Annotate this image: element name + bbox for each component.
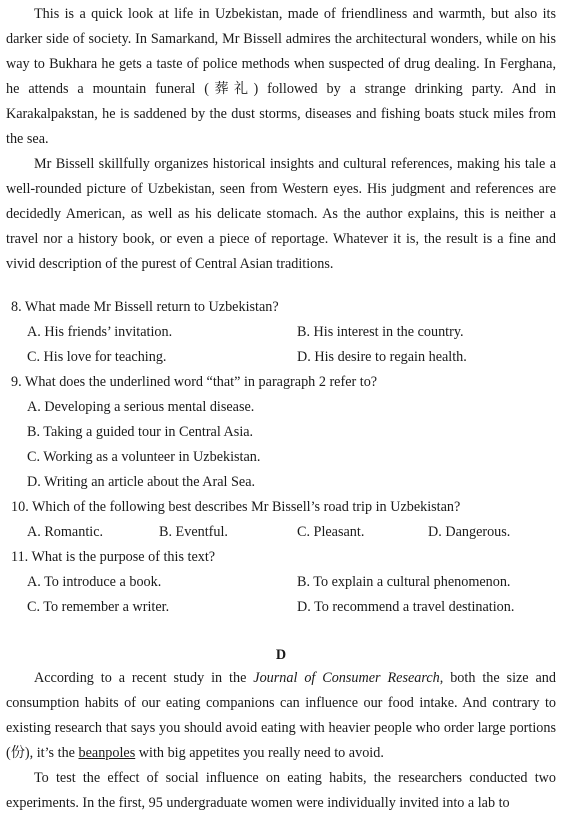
passage-d-paragraph-1 [6, 666, 556, 766]
paragraph-text: According to a recent study in the [34, 670, 254, 686]
question-8-stem: 8. What made Mr Bissell return to Uzbekistan? [11, 299, 279, 315]
passage-d-heading: D [275, 647, 287, 663]
question-10-stem: 10. Which of the following best describes Mr Bissell’s road trip in Uzbekistan? [11, 499, 461, 515]
passage-c-paragraph-1: This is a quick look at life in Uzbekistan, made of friendliness and warmth, but also its darker side of society. In Samarkand, Mr Bissell admires the architectural wonders, while on his way to Bukhara he gets a taste of police methods when suspected of drug dealing. In Ferghana, he attends a mountain funeral (葬礼) followed by a strange drinking party. And in Karakalpakstan, he is saddened by the dust storms, diseases and fishing boats stuck miles from the sea. [6, 6, 556, 147]
question-11-stem: 11. What is the purpose of this text? [11, 549, 216, 565]
question-8-option-a[interactable]: A. His friends’ invitation. [27, 324, 173, 340]
question-8-option-c[interactable]: C. His love for teaching. [27, 349, 167, 365]
passage-d-paragraph-2: To test the effect of social influence on eating habits, the researchers conducted two experiments. In the first, 95 undergraduate women were individually invited into a lab to [6, 770, 556, 811]
question-11-option-a[interactable]: A. To introduce a book. [27, 574, 162, 590]
question-10-option-d[interactable]: D. Dangerous. [428, 524, 511, 540]
paragraph-text: with big appetites you really need to avoid. [135, 745, 384, 761]
question-10-option-a[interactable]: A. Romantic. [27, 524, 104, 540]
question-9-stem: 9. What does the underlined word “that” in paragraph 2 refer to? [11, 374, 378, 390]
question-10-option-b[interactable]: B. Eventful. [159, 524, 228, 540]
question-11-option-d[interactable]: D. To recommend a travel destination. [297, 599, 515, 615]
passage-c-paragraph-2: Mr Bissell skillfully organizes historical insights and cultural references, making his tale a well-rounded picture of Uzbekistan, seen from Western eyes. His judgment and references are decidedly American, as well as his delicate stomach. As the author explains, this is neither a travel nor a history book, or even a piece of reportage. Whatever it is, the result is a fine and vivid description of the purest of Central Asian traditions. [6, 156, 556, 272]
question-8-option-d[interactable]: D. His desire to regain health. [297, 349, 467, 365]
question-11-option-c[interactable]: C. To remember a writer. [27, 599, 170, 615]
question-10-option-c[interactable]: C. Pleasant. [297, 524, 365, 540]
question-9-option-a[interactable]: A. Developing a serious mental disease. [27, 399, 255, 415]
paragraph-text: , both the size and consumption habits of our eating companions can influence our food intake. And contrary to existing research that says you should avoid eating with heavier people who order large portions (份), it’s the [6, 670, 556, 761]
question-9-option-c[interactable]: C. Working as a volunteer in Uzbekistan. [27, 449, 261, 465]
question-9-option-d[interactable]: D. Writing an article about the Aral Sea. [27, 474, 256, 490]
question-8-option-b[interactable]: B. His interest in the country. [297, 324, 464, 340]
question-11-option-b[interactable]: B. To explain a cultural phenomenon. [297, 574, 511, 590]
question-9-option-b[interactable]: B. Taking a guided tour in Central Asia. [27, 424, 254, 440]
journal-title: Journal of Consumer Research [253, 670, 440, 686]
underlined-word-beanpoles: beanpoles [78, 745, 136, 761]
